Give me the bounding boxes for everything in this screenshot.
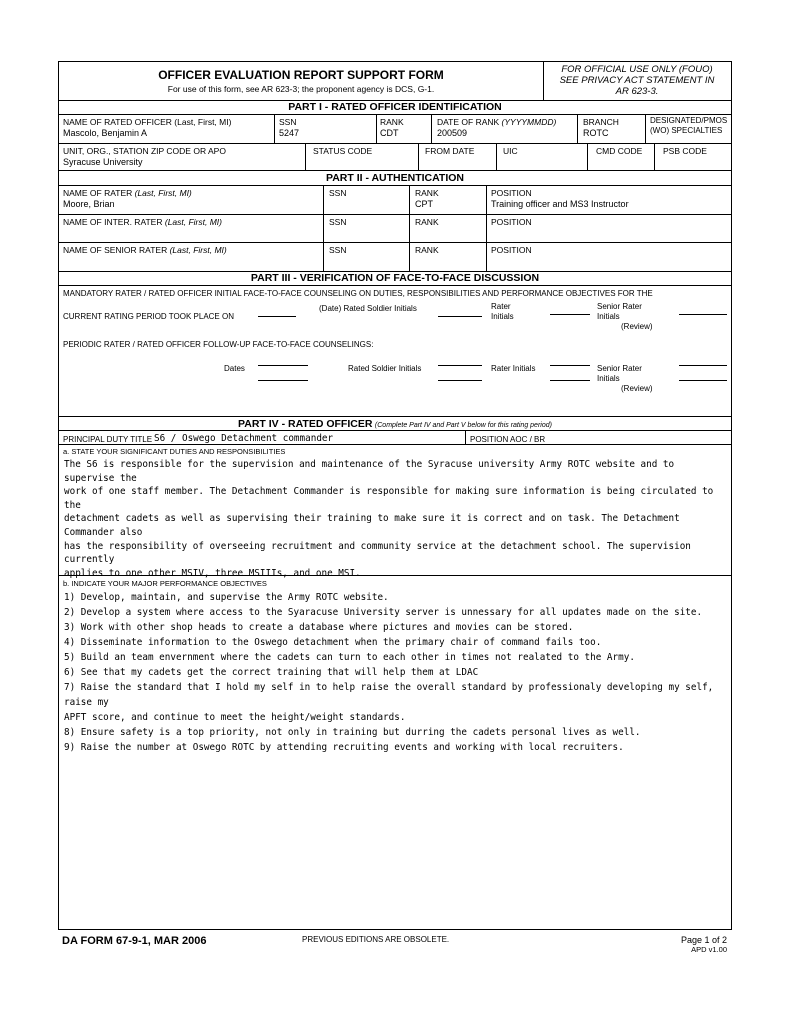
part4-title-note: (Complete Part IV and Part V below for this rating period) (374, 422, 552, 429)
rated-officer-name-label: NAME OF RATED OFFICER (Last, First, MI) (63, 117, 232, 127)
designated-label-1: DESIGNATED/PMOS (650, 116, 728, 125)
ssn-field[interactable]: 5247 (279, 128, 300, 138)
rater-name-label: NAME OF RATER (Last, First, MI) (63, 188, 192, 198)
followup-senior-rater-label: Senior Rater (597, 364, 642, 373)
objective-line: APFT score, and continue to meet the height/weight standards. (64, 712, 406, 723)
senior-rater-rank-label: RANK (415, 245, 439, 255)
objective-line: 9) Raise the number at Oswego ROTC by attending recruiting events and working with local recruiters. (64, 742, 624, 753)
objective-line: 2) Develop a system where access to the Syaracuse University server is unnessary for all updates made on the site. (64, 607, 703, 618)
followup-senior-initials-line-1[interactable] (679, 365, 727, 366)
fouo-line-1: FOR OFFICIAL USE ONLY (FOUO) (561, 64, 713, 75)
rater-position-label: POSITION (491, 188, 532, 198)
counseling-date-line[interactable] (258, 316, 296, 317)
senior-rater-ssn-label: SSN (329, 245, 347, 255)
rated-officer-name-field[interactable]: Mascolo, Benjamin A (63, 128, 148, 138)
date-rated-initials-label: (Date) Rated Soldier Initials (319, 304, 417, 313)
followup-rated-initials-label: Rated Soldier Initials (348, 364, 422, 373)
followup-rater-initials-line-1[interactable] (550, 365, 590, 366)
objective-line: 3) Work with other shop heads to create a database where pictures and movies can be stored. (64, 622, 574, 633)
rated-soldier-initials-line[interactable] (438, 316, 482, 317)
position-aoc-label: POSITION AOC / BR (470, 435, 546, 444)
dates-label: Dates (224, 364, 245, 373)
oer-support-form (58, 61, 732, 930)
objective-line: 5) Build an team envernment where the cadets can turn to each other in times not realated to the Army. (64, 652, 635, 663)
followup-date-line-2[interactable] (258, 380, 308, 381)
psb-code-label: PSB CODE (663, 146, 707, 156)
fouo-line-3: AR 623-3. (615, 86, 659, 97)
form-id: DA FORM 67-9-1, MAR 2006 (62, 935, 207, 947)
objective-line: 7) Raise the standard that I hold my self in to help raise the overall standard by professionaly developing my self, raise my (64, 682, 714, 708)
unit-label: UNIT, ORG., STATION ZIP CODE OR APO (63, 146, 226, 156)
part4-title: PART IV - RATED OFFICER (238, 418, 373, 430)
objective-line: 6) See that my cadets get the correct training that will help them at LDAC (64, 667, 479, 678)
followup-date-line-1[interactable] (258, 365, 308, 366)
rater-label: Rater (491, 302, 511, 311)
uic-label: UIC (503, 146, 518, 156)
duties-responsibilities-label: a. STATE YOUR SIGNIFICANT DUTIES AND RESPONSIBILITIES (63, 447, 286, 456)
rater-initials-label: Initials (491, 312, 514, 321)
followup-senior-initials-label: Initials (597, 374, 620, 383)
rater-ssn-label: SSN (329, 188, 347, 198)
part1-title: PART I - RATED OFFICER IDENTIFICATION (288, 101, 502, 113)
followup-senior-initials-line-2[interactable] (679, 380, 727, 381)
senior-rater-label: Senior Rater (597, 302, 642, 311)
objective-line: 1) Develop, maintain, and supervise the Army ROTC website. (64, 592, 389, 603)
part3-title: PART III - VERIFICATION OF FACE-TO-FACE DISCUSSION (250, 272, 540, 284)
mandatory-counseling-text-2: CURRENT RATING PERIOD TOOK PLACE ON (63, 312, 234, 321)
objective-line: 4) Disseminate information to the Oswego detachment when the primary chair of command fails too. (64, 637, 602, 648)
branch-label: BRANCH (583, 117, 619, 127)
from-date-label: FROM DATE (425, 146, 475, 156)
rater-initials-line[interactable] (550, 314, 590, 315)
duties-line: applies to one other MSIV, three MSIIIs, and one MSI. (64, 567, 361, 579)
inter-rater-position-label: POSITION (491, 217, 532, 227)
principal-duty-title-label: PRINCIPAL DUTY TITLE (63, 435, 153, 444)
mandatory-counseling-text-1: MANDATORY RATER / RATED OFFICER INITIAL FACE-TO-FACE COUNSELING ON DUTIES, RESPONSIBILITIES AND PERFORMANCE OBJECTIVES FOR THE (63, 289, 653, 298)
inter-rater-ssn-label: SSN (329, 217, 347, 227)
status-code-label: STATUS CODE (313, 146, 373, 156)
inter-rater-rank-label: RANK (415, 217, 439, 227)
form-subtitle: For use of this form, see AR 623-3; the proponent agency is DCS, G-1. (167, 84, 435, 94)
objective-line: 8) Ensure safety is a top priority, not only in training but durring the cadets personal lives as well. (64, 727, 641, 738)
rater-position-field[interactable]: Training officer and MS3 Instructor (491, 199, 629, 209)
performance-objectives-label: b. INDICATE YOUR MAJOR PERFORMANCE OBJECTIVES (63, 579, 267, 588)
duties-line: The S6 is responsible for the supervision and maintenance of the Syracuse university Army ROTC website and to supervise the (64, 459, 675, 484)
rater-name-field[interactable]: Moore, Brian (63, 199, 115, 209)
duties-line: has the responsibility of overseeing recruitment and community service at the detachment school. The supervision currently (64, 540, 691, 566)
duties-line: detachment cadets as well as supervising their training to make sure it is correct and on task. The Detachment Commander also (64, 513, 680, 538)
performance-objectives-field[interactable] (64, 590, 728, 755)
duties-line: work of one staff member. The Detachment Commander is responsible for making sure information is being circulated to the (64, 486, 714, 511)
form-title: OFFICER EVALUATION REPORT SUPPORT FORM (158, 68, 444, 82)
rater-rank-label: RANK (415, 188, 439, 198)
inter-rater-name-label: NAME OF INTER. RATER (Last, First, MI) (63, 217, 222, 227)
periodic-counseling-label: PERIODIC RATER / RATED OFFICER FOLLOW-UP FACE-TO-FACE COUNSELINGS: (63, 340, 374, 349)
date-of-rank-field[interactable]: 200509 (437, 128, 468, 138)
rank-label: RANK (380, 117, 404, 127)
followup-rater-initials-label: Rater Initials (491, 364, 536, 373)
principal-duty-title-field[interactable]: S6 / Oswego Detachment commander (154, 433, 334, 444)
rank-field[interactable]: CDT (380, 128, 399, 138)
senior-rater-position-label: POSITION (491, 245, 532, 255)
apd-version: APD v1.00 (691, 945, 727, 954)
date-of-rank-label: DATE OF RANK (YYYYMMDD) (437, 117, 557, 127)
duties-responsibilities-field[interactable] (64, 458, 728, 580)
review-label: (Review) (621, 322, 653, 331)
fouo-line-2: SEE PRIVACY ACT STATEMENT IN (559, 75, 715, 86)
unit-field[interactable]: Syracuse University (63, 157, 143, 167)
obsolete-notice: PREVIOUS EDITIONS ARE OBSOLETE. (302, 935, 450, 944)
designated-label-2: (WO) SPECIALTIES (650, 126, 723, 135)
senior-rater-initials-label: Initials (597, 312, 620, 321)
senior-rater-initials-line[interactable] (679, 314, 727, 315)
followup-review-label: (Review) (621, 384, 653, 393)
part4-title-row (59, 418, 731, 430)
branch-field[interactable]: ROTC (583, 128, 609, 138)
rater-rank-field[interactable]: CPT (415, 199, 433, 209)
followup-rated-initials-line-2[interactable] (438, 380, 482, 381)
followup-rater-initials-line-2[interactable] (550, 380, 590, 381)
ssn-label: SSN (279, 117, 297, 127)
cmd-code-label: CMD CODE (596, 146, 643, 156)
senior-rater-name-label: NAME OF SENIOR RATER (Last, First, MI) (63, 245, 227, 255)
page-number: Page 1 of 2 (680, 935, 727, 945)
part2-title: PART II - AUTHENTICATION (325, 172, 465, 184)
followup-rated-initials-line-1[interactable] (438, 365, 482, 366)
